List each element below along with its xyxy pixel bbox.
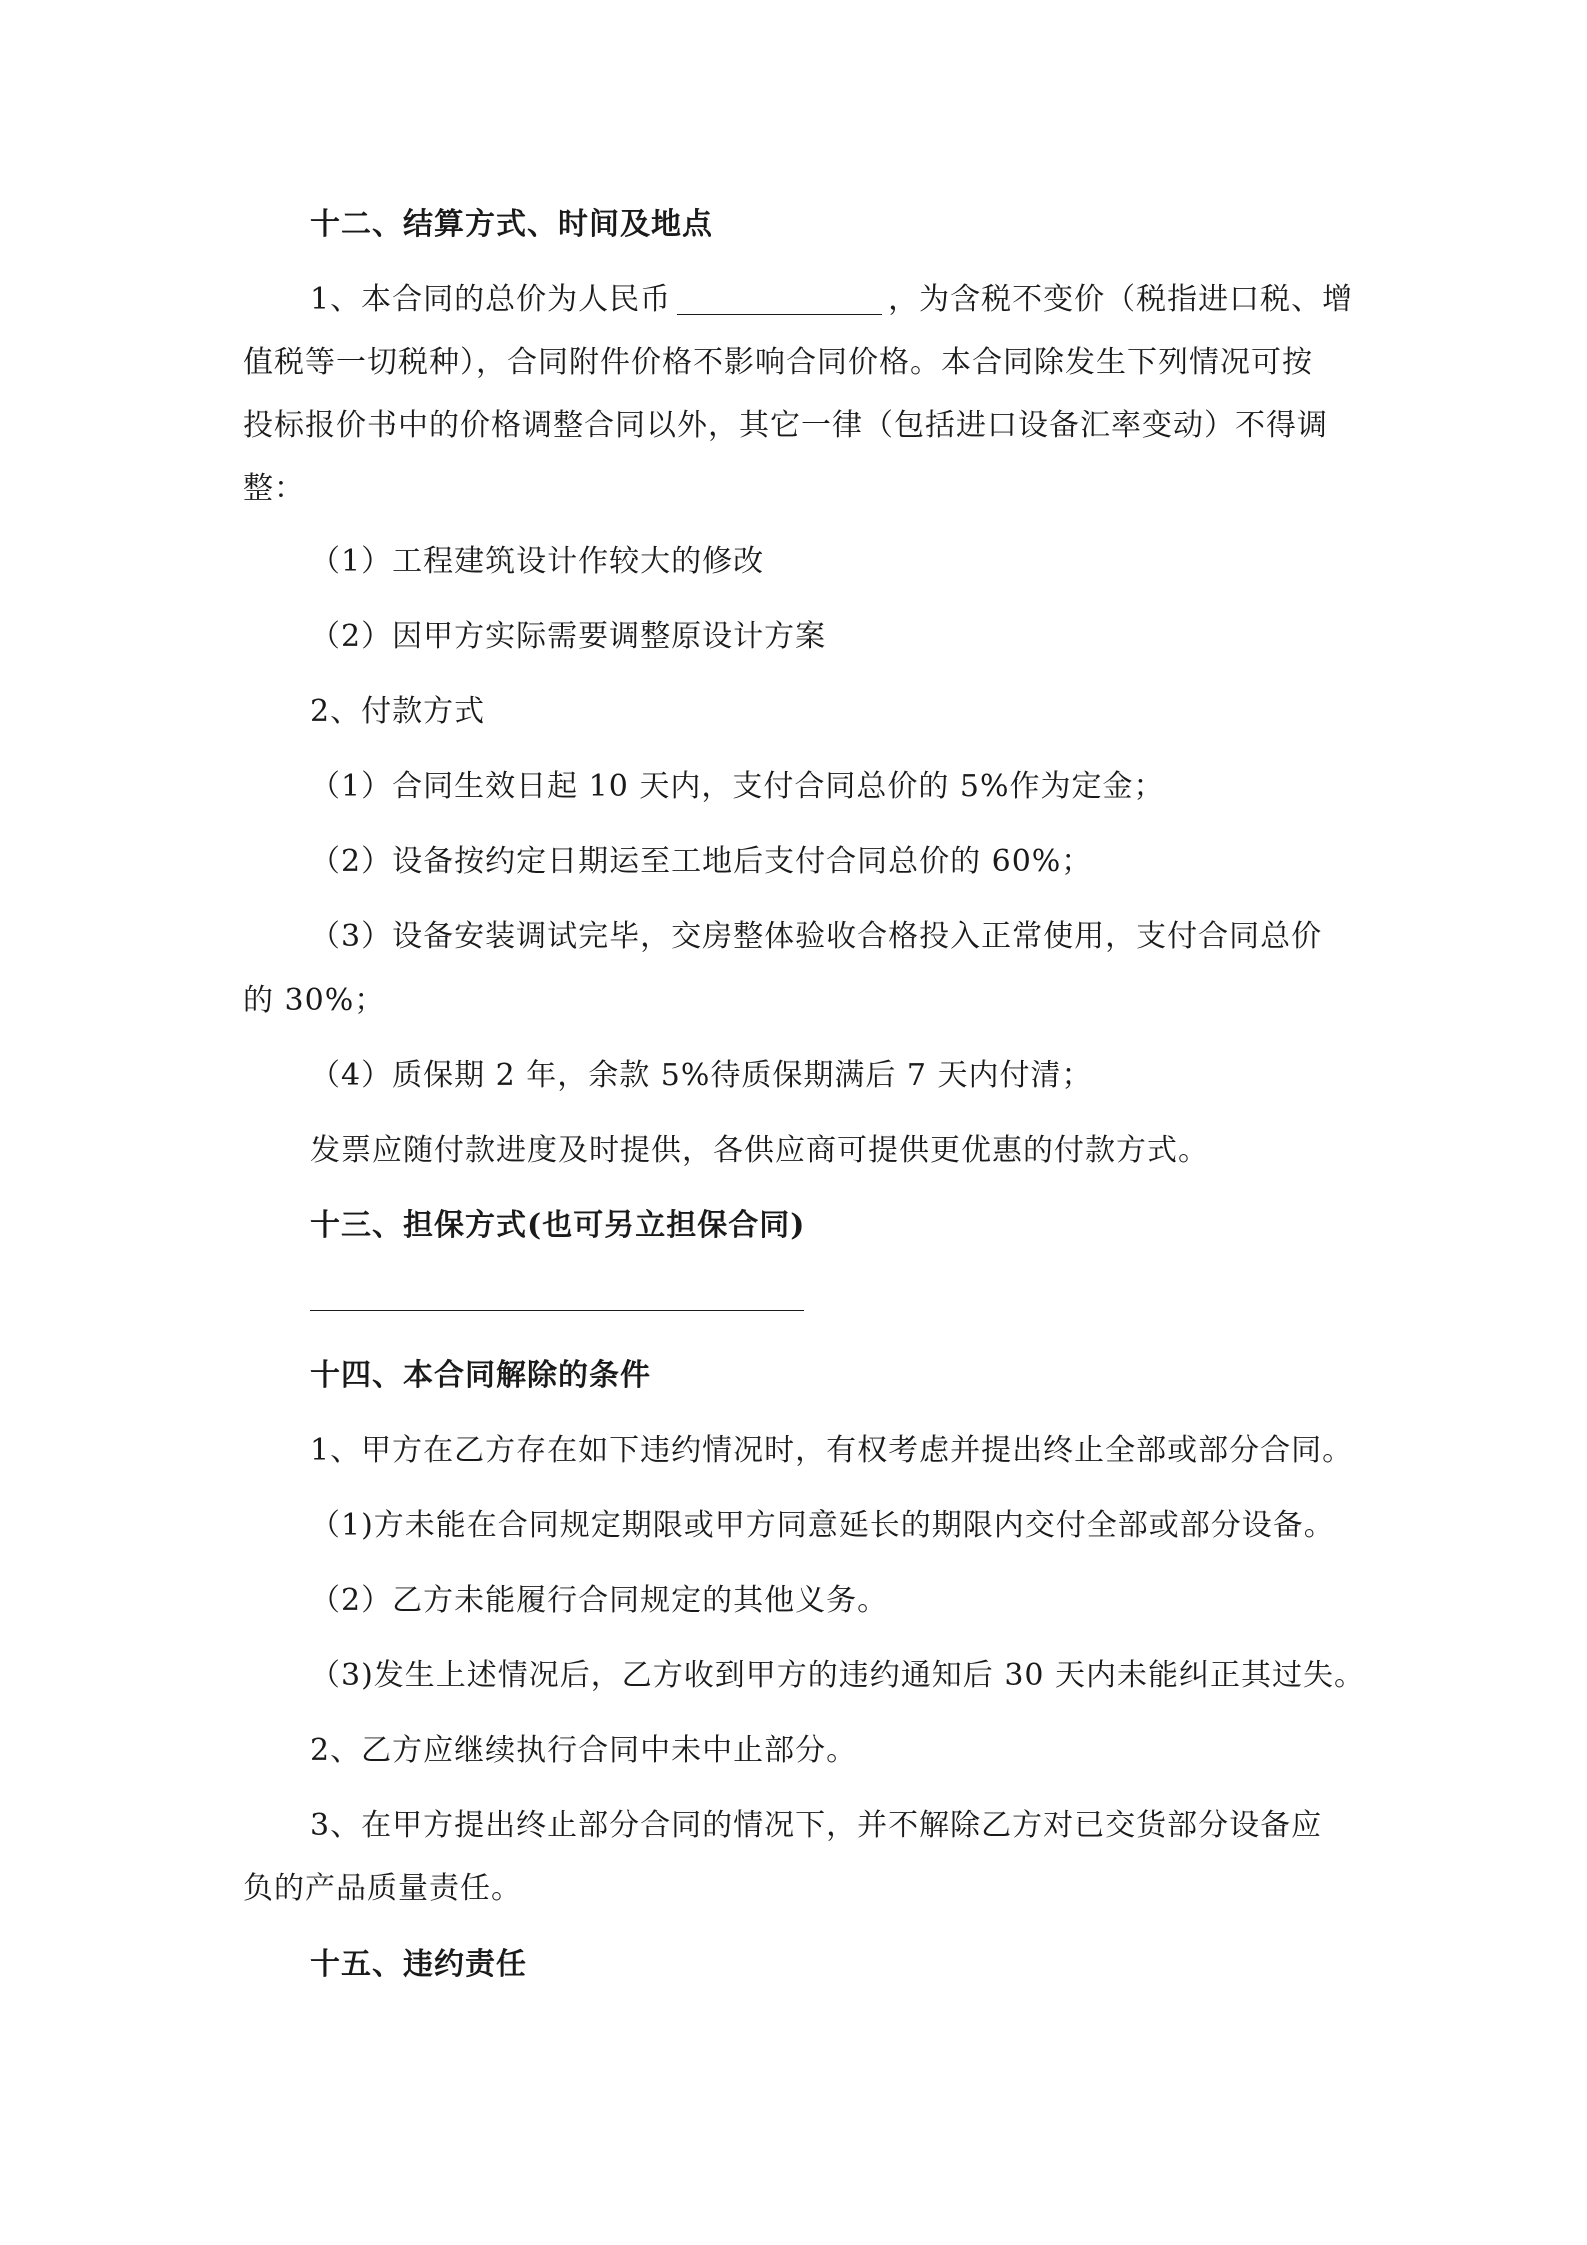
s12-p1-after-blank: ，为含税不变价（税指进口税、增 xyxy=(888,282,1354,317)
section-13-heading: 十三、担保方式(也可另立担保合同) xyxy=(310,1208,806,1243)
s12-paragraph-1-line-1 xyxy=(310,280,1353,320)
s14-paragraph-3-line-1: 3、在甲方提出终止部分合同的情况下，并不解除乙方对已交货部分设备应 xyxy=(310,1808,1323,1843)
s12-item-1: （1）工程建筑设计作较大的修改 xyxy=(310,544,765,579)
s14-paragraph-3-line-2: 负的产品质量责任。 xyxy=(243,1871,522,1906)
contract-price-blank xyxy=(677,284,882,315)
s12-payment-3-line-1: （3）设备安装调试完毕，交房整体验收合格投入正常使用，支付合同总价 xyxy=(310,919,1323,954)
s12-item-2: （2）因甲方实际需要调整原设计方案 xyxy=(310,619,827,654)
s12-payment-2: （2）设备按约定日期运至工地后支付合同总价的 60%； xyxy=(310,844,1093,879)
s12-p1-before-blank: 1、本合同的总价为人民币 xyxy=(310,282,672,317)
section-15-heading: 十五、违约责任 xyxy=(310,1947,527,1982)
s14-condition-1: （1)方未能在合同规定期限或甲方同意延长的期限内交付全部或部分设备。 xyxy=(310,1508,1335,1543)
s12-payment-heading: 2、付款方式 xyxy=(310,694,486,729)
guarantee-blank-line xyxy=(310,1310,804,1311)
s12-invoice-note: 发票应随付款进度及时提供，各供应商可提供更优惠的付款方式。 xyxy=(310,1133,1209,1168)
s12-paragraph-1-line-2: 值税等一切税种），合同附件价格不影响合同价格。本合同除发生下列情况可按 xyxy=(243,345,1313,380)
section-14-heading: 十四、本合同解除的条件 xyxy=(310,1358,651,1393)
s12-paragraph-1-line-4: 整： xyxy=(243,471,305,506)
s12-payment-4: （4）质保期 2 年，余款 5%待质保期满后 7 天内付清； xyxy=(310,1058,1093,1093)
s12-paragraph-1-line-3: 投标报价书中的价格调整合同以外，其它一律（包括进口设备汇率变动）不得调 xyxy=(243,408,1328,443)
s14-paragraph-2: 2、乙方应继续执行合同中未中止部分。 xyxy=(310,1733,858,1768)
s14-condition-2: （2）乙方未能履行合同规定的其他义务。 xyxy=(310,1583,889,1618)
s14-condition-3: （3)发生上述情况后，乙方收到甲方的违约通知后 30 天内未能纠正其过失。 xyxy=(310,1658,1366,1693)
s12-payment-3-line-2: 的 30%； xyxy=(243,983,386,1018)
section-12-heading: 十二、结算方式、时间及地点 xyxy=(310,207,713,242)
s12-payment-1: （1）合同生效日起 10 天内，支付合同总价的 5%作为定金； xyxy=(310,769,1165,804)
s14-paragraph-1: 1、甲方在乙方存在如下违约情况时，有权考虑并提出终止全部或部分合同。 xyxy=(310,1433,1354,1468)
